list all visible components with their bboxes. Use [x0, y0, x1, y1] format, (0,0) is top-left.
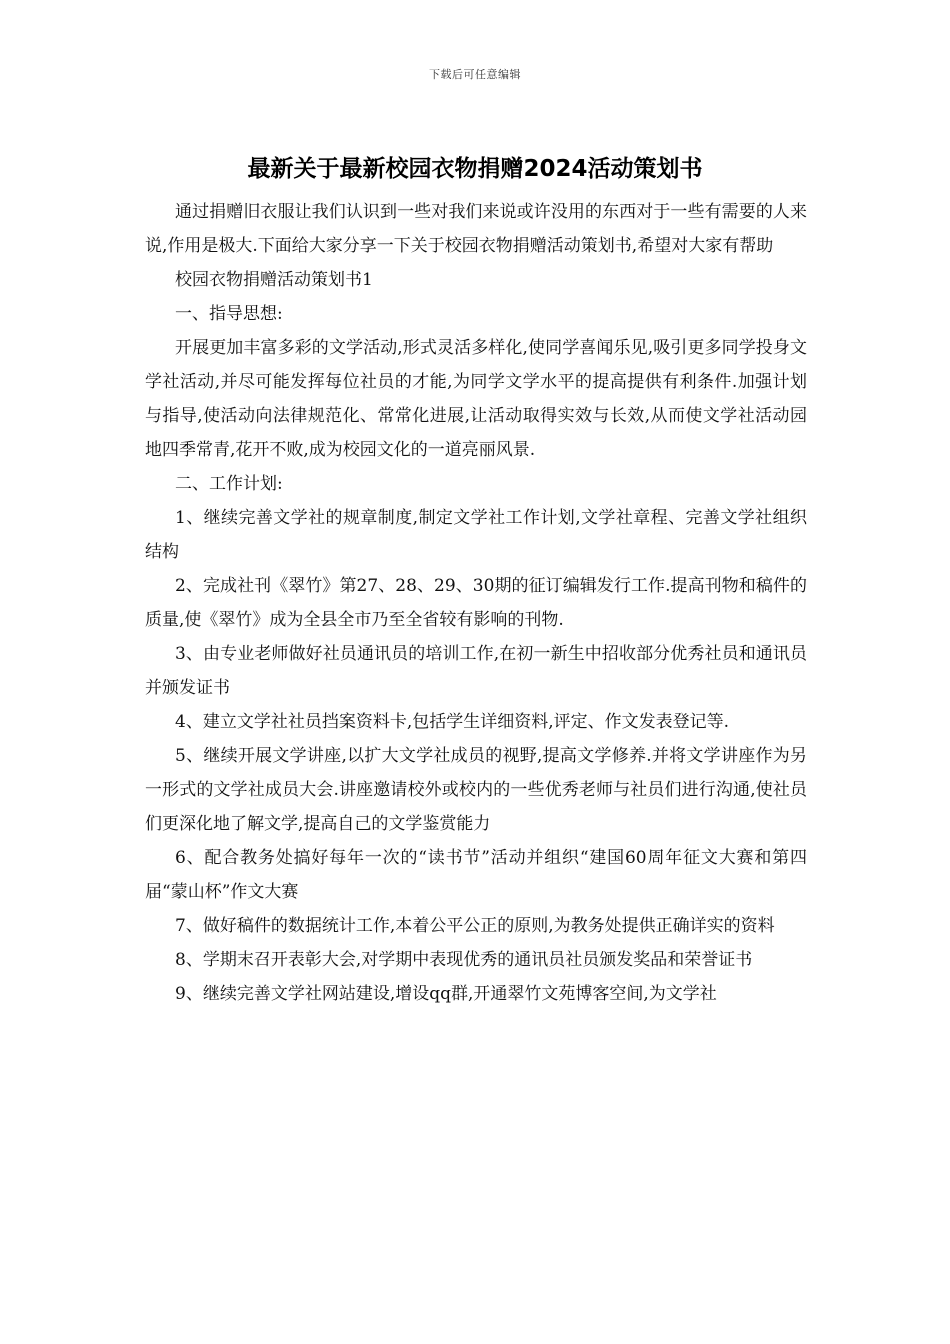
paragraph-section-title: 校园衣物捐赠活动策划书1 [175, 270, 373, 290]
document-body [145, 195, 807, 1011]
header-note: 下载后可任意编辑 [429, 68, 521, 81]
paragraph-plan-item-4: 4、建立文学社社员挡案资料卡,包括学生详细资料,评定、作文发表登记等. [175, 712, 730, 732]
paragraph-plan-item-6: 6、配合教务处搞好每年一次的“读书节”活动并组织“建国60周年征文大赛和第四届“蒙山杯”作文大赛 [145, 848, 807, 902]
paragraph-plan-item-7: 7、做好稿件的数据统计工作,本着公平公正的原则,为教务处提供正确详实的资料 [175, 916, 775, 936]
paragraph-heading-plan: 二、工作计划: [175, 474, 283, 494]
paragraph-intro: 通过捐赠旧衣服让我们认识到一些对我们来说或许没用的东西对于一些有需要的人来说,作用是极大.下面给大家分享一下关于校园衣物捐赠活动策划书,希望对大家有帮助 [145, 202, 807, 256]
paragraph-plan-item-8: 8、学期末召开表彰大会,对学期中表现优秀的通讯员社员颁发奖品和荣誉证书 [175, 950, 753, 970]
paragraph-plan-item-9: 9、继续完善文学社网站建设,增设qq群,开通翠竹文苑博客空间,为文学社 [175, 984, 717, 1004]
paragraph-plan-item-5: 5、继续开展文学讲座,以扩大文学社成员的视野,提高文学修养.并将文学讲座作为另一形式的文学社成员大会.讲座邀请校外或校内的一些优秀老师与社员们进行沟通,使社员们更深化地了解文学,提高自己的文学鉴赏能力 [145, 746, 807, 834]
paragraph-heading-guiding: 一、指导思想: [175, 304, 283, 324]
document-title: 最新关于最新校园衣物捐赠2024活动策划书 [247, 156, 703, 182]
paragraph-plan-item-2: 2、完成社刊《翠竹》第27、28、29、30期的征订编辑发行工作.提高刊物和稿件的质量,使《翠竹》成为全县全市乃至全省较有影响的刊物. [145, 576, 807, 630]
paragraph-plan-item-1: 1、继续完善文学社的规章制度,制定文学社工作计划,文学社章程、完善文学社组织结构 [145, 508, 807, 562]
paragraph-plan-item-3: 3、由专业老师做好社员通讯员的培训工作,在初一新生中招收部分优秀社员和通讯员并颁发证书 [145, 644, 807, 698]
paragraph-guiding-text: 开展更加丰富多彩的文学活动,形式灵活多样化,使同学喜闻乐见,吸引更多同学投身文学社活动,并尽可能发挥每位社员的才能,为同学文学水平的提高提供有利条件.加强计划与指导,使活动向法律规范化、常常化进展,让活动取得实效与长效,从而使文学社活动园地四季常青,花开不败,成为校园文化的一道亮丽风景. [145, 338, 807, 460]
